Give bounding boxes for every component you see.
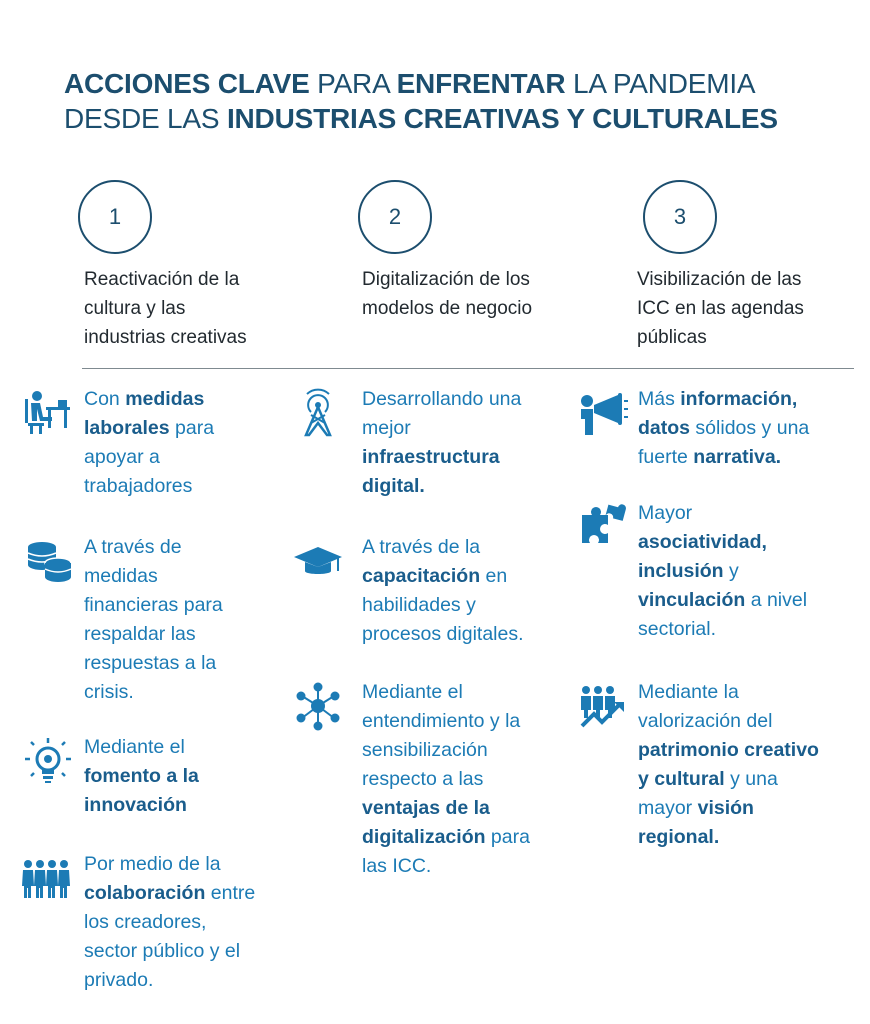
text-line [362,852,592,881]
action-item-text [362,385,592,501]
highlighted-text: vinculación [638,589,746,611]
text-segment: respuestas a la [84,652,217,674]
title-segment: ENFRENTAR [396,68,566,99]
text-segment: financieras para [84,594,223,616]
highlighted-text: información, [680,388,798,410]
text-line [638,443,868,472]
highlighted-text: innovación [84,794,187,816]
highlighted-text: narrativa. [693,446,782,468]
action-item-text [638,499,868,644]
text-segment: privado. [84,969,154,991]
text-segment: Mayor [638,502,693,524]
highlighted-text: digitalización [362,826,486,848]
text-segment: respaldar las [84,623,196,645]
highlighted-text: digital. [362,475,425,497]
text-segment: las ICC. [362,855,432,877]
text-segment: entendimiento y la [362,710,521,732]
network-nodes-icon [292,680,344,732]
title-segment: INDUSTRIAS CREATIVAS Y CULTURALES [226,103,778,134]
step-number-circle [643,180,717,254]
text-line [84,414,314,443]
text-segment: mejor [362,417,411,439]
text-line [84,678,314,707]
title-segment: ACCIONES CLAVE [64,68,310,99]
text-segment: Mediante la [638,681,739,703]
highlighted-text: colaboración [84,882,206,904]
highlighted-text: laborales [84,417,170,439]
text-line [362,736,592,765]
text-segment: en [480,565,508,587]
text-line [84,879,314,908]
text-segment: a nivel [745,589,808,611]
lightbulb-gear-icon [22,735,74,787]
highlighted-text: visión [697,797,754,819]
text-segment: habilidades y [362,594,476,616]
text-segment: Mediante el [362,681,463,703]
text-line [84,472,314,501]
text-line [638,615,868,644]
highlighted-text: medidas [125,388,205,410]
text-segment: valorización del [638,710,773,732]
text-line [84,762,314,791]
highlighted-text: infraestructura [362,446,500,468]
text-line [84,533,314,562]
text-line [638,414,868,443]
desk-worker-icon [22,387,74,439]
text-line [84,443,314,472]
column-heading [637,265,870,352]
heading-line: cultura y las [84,298,186,319]
step-number-circle [358,180,432,254]
text-line [84,591,314,620]
text-segment: fuerte [638,446,694,468]
text-segment: procesos digitales. [362,623,524,645]
highlighted-text: capacitación [362,565,481,587]
text-segment: apoyar a [84,446,160,468]
title-line-1 [64,66,844,101]
text-line [362,707,592,736]
text-line [84,791,314,820]
title-segment: DESDE LAS [64,103,227,134]
action-item-text [84,733,314,820]
text-line [362,414,592,443]
people-group-icon [22,852,74,904]
coins-icon [22,535,74,587]
text-line [84,649,314,678]
column-heading [362,265,602,323]
action-item-text [362,533,592,649]
text-line [638,499,868,528]
puzzle-icon [578,501,630,553]
text-line [362,562,592,591]
text-segment: para [169,417,215,439]
highlighted-text: asociatividad, [638,531,767,553]
step-number: 2 [388,204,402,229]
column-heading [84,265,324,352]
text-segment: Mediante el [84,736,185,758]
title-segment: PARA [309,68,397,99]
text-line [638,794,868,823]
text-line [362,620,592,649]
action-item-text [84,385,314,501]
heading-line: modelos de negocio [362,298,533,319]
divider-line [82,368,854,369]
text-line [84,850,314,879]
action-item-text [84,850,314,995]
step-number-circle [78,180,152,254]
text-line [362,385,592,414]
highlighted-text: inclusión [638,560,724,582]
text-segment: sectorial. [638,618,717,640]
text-line [84,908,314,937]
page-title [64,66,844,136]
highlighted-text: datos [638,417,691,439]
text-segment: Por medio de la [84,853,221,875]
text-line [638,736,868,765]
text-line [84,966,314,995]
antenna-tower-icon [292,387,344,439]
people-growth-icon [578,680,630,732]
text-segment: sector público y el [84,940,241,962]
step-number: 1 [108,204,122,229]
text-segment: respecto a las [362,768,484,790]
text-line [638,586,868,615]
text-line [638,528,868,557]
text-line [362,765,592,794]
step-number: 3 [673,204,687,229]
text-line [638,765,868,794]
text-line [362,472,592,501]
highlighted-text: patrimonio creativo [638,739,819,761]
highlighted-text: regional. [638,826,720,848]
text-line [84,733,314,762]
action-item-text [84,533,314,707]
text-segment: Más [638,388,681,410]
text-segment: medidas [84,565,158,587]
text-segment: sólidos y una [690,417,810,439]
text-line [84,562,314,591]
text-segment: A través de [84,536,182,558]
text-segment: y [723,560,739,582]
text-segment: Con [84,388,126,410]
text-line [362,678,592,707]
text-segment: Desarrollando una [362,388,522,410]
graduation-cap-icon [292,535,344,587]
text-line [362,443,592,472]
text-line [638,707,868,736]
text-line [84,937,314,966]
heading-line: Visibilización de las [637,269,802,290]
text-line [638,823,868,852]
heading-line: Reactivación de la [84,269,240,290]
text-segment: trabajadores [84,475,193,497]
text-line [362,533,592,562]
action-item-text [362,678,592,881]
heading-line: ICC en las agendas [637,298,804,319]
heading-line: Digitalización de los [362,269,530,290]
text-segment: para [485,826,530,848]
text-line [638,557,868,586]
text-line [84,385,314,414]
text-segment: y una [724,768,778,790]
text-segment: mayor [638,797,698,819]
action-item-text [638,678,868,852]
text-segment: sensibilización [362,739,488,761]
text-line [84,620,314,649]
text-segment: entre [205,882,256,904]
title-segment: LA PANDEMIA [565,68,756,99]
text-line [362,823,592,852]
text-segment: los creadores, [84,911,207,933]
highlighted-text: fomento a la [84,765,199,787]
text-line [638,385,868,414]
title-line-2 [64,101,844,136]
highlighted-text: y cultural [638,768,725,790]
text-segment: crisis. [84,681,134,703]
megaphone-person-icon [578,387,630,439]
action-item-text [638,385,868,472]
highlighted-text: ventajas de la [362,797,490,819]
text-line [362,794,592,823]
heading-line: industrias creativas [84,327,247,348]
text-line [638,678,868,707]
text-segment: A través de la [362,536,481,558]
text-line [362,591,592,620]
heading-line: públicas [637,327,707,348]
